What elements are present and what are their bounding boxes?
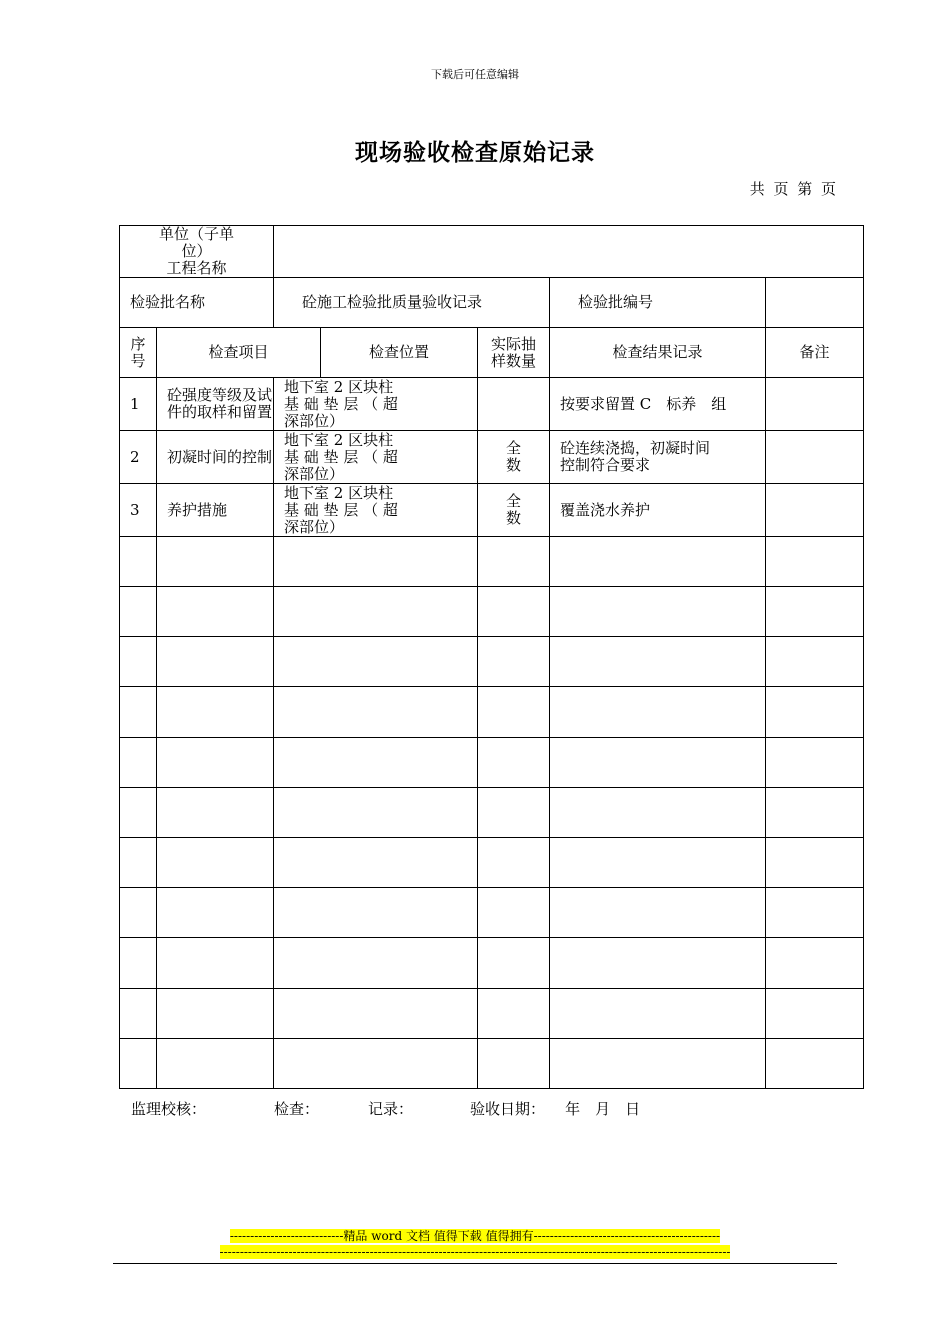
inspector-label: 检查： bbox=[274, 1100, 320, 1118]
signature-line bbox=[131, 1098, 640, 1119]
inspection-record-table bbox=[119, 225, 864, 1089]
empty-row bbox=[120, 637, 864, 687]
empty-row bbox=[120, 687, 864, 738]
col-remark: 备注 bbox=[766, 328, 864, 378]
empty-row bbox=[120, 1039, 864, 1089]
empty-row bbox=[120, 838, 864, 888]
col-seq: 序 号 bbox=[120, 328, 157, 378]
footer-divider bbox=[113, 1263, 837, 1264]
empty-row bbox=[120, 989, 864, 1039]
col-result: 检查结果记录 bbox=[550, 328, 766, 378]
batch-row bbox=[120, 278, 864, 328]
batch-name-value[interactable]: 砼施工检验批质量验收记录 bbox=[274, 278, 550, 328]
date-label: 验收日期： bbox=[470, 1100, 546, 1118]
unit-value[interactable] bbox=[274, 226, 864, 278]
page-count: 共 页 第 页 bbox=[749, 180, 838, 198]
date-value: 年 月 日 bbox=[565, 1100, 641, 1118]
unit-row bbox=[120, 226, 864, 278]
table-row: 3 养护措施 地下室 2 区块柱 基 础 垫 层 （ 超 深部位） 全 数 覆盖浇水养护 bbox=[120, 484, 864, 537]
column-header-row bbox=[120, 328, 864, 378]
col-position: 检查位置 bbox=[321, 328, 478, 378]
batch-no-label: 检验批编号 bbox=[550, 278, 766, 328]
header-note: 下载后可任意编辑 bbox=[431, 68, 519, 81]
empty-row bbox=[120, 788, 864, 838]
promo-banner-line1: ----------------------------精品 word 文档 值得下载 值得拥有---------------------------------------------- bbox=[229, 1229, 721, 1243]
empty-row bbox=[120, 938, 864, 989]
empty-row bbox=[120, 537, 864, 587]
empty-row bbox=[120, 888, 864, 938]
col-item: 检查项目 bbox=[157, 328, 321, 378]
empty-row bbox=[120, 738, 864, 788]
recorder-label: 记录： bbox=[368, 1100, 414, 1118]
supervisor-label: 监理校核： bbox=[131, 1100, 207, 1118]
table-row: 1 砼强度等级及试 件的取样和留置 地下室 2 区块柱 基 础 垫 层 （ 超 深部位） 按要求留置 C 标养 组 bbox=[120, 378, 864, 431]
page-title: 现场验收检查原始记录 bbox=[355, 139, 595, 166]
batch-no-value[interactable] bbox=[766, 278, 864, 328]
batch-name-label: 检验批名称 bbox=[120, 278, 274, 328]
table-row: 2 初凝时间的控制 地下室 2 区块柱 基 础 垫 层 （ 超 深部位） 全 数 砼连续浇捣，初凝时间 控制符合要求 bbox=[120, 431, 864, 484]
unit-label: 单位（子单 位） 工程名称 bbox=[120, 226, 274, 278]
promo-banner-line2: ------------------------------------------------------------------------------------------------------------------------------ bbox=[219, 1245, 731, 1259]
empty-row bbox=[120, 587, 864, 637]
col-sample: 实际抽 样数量 bbox=[478, 328, 550, 378]
